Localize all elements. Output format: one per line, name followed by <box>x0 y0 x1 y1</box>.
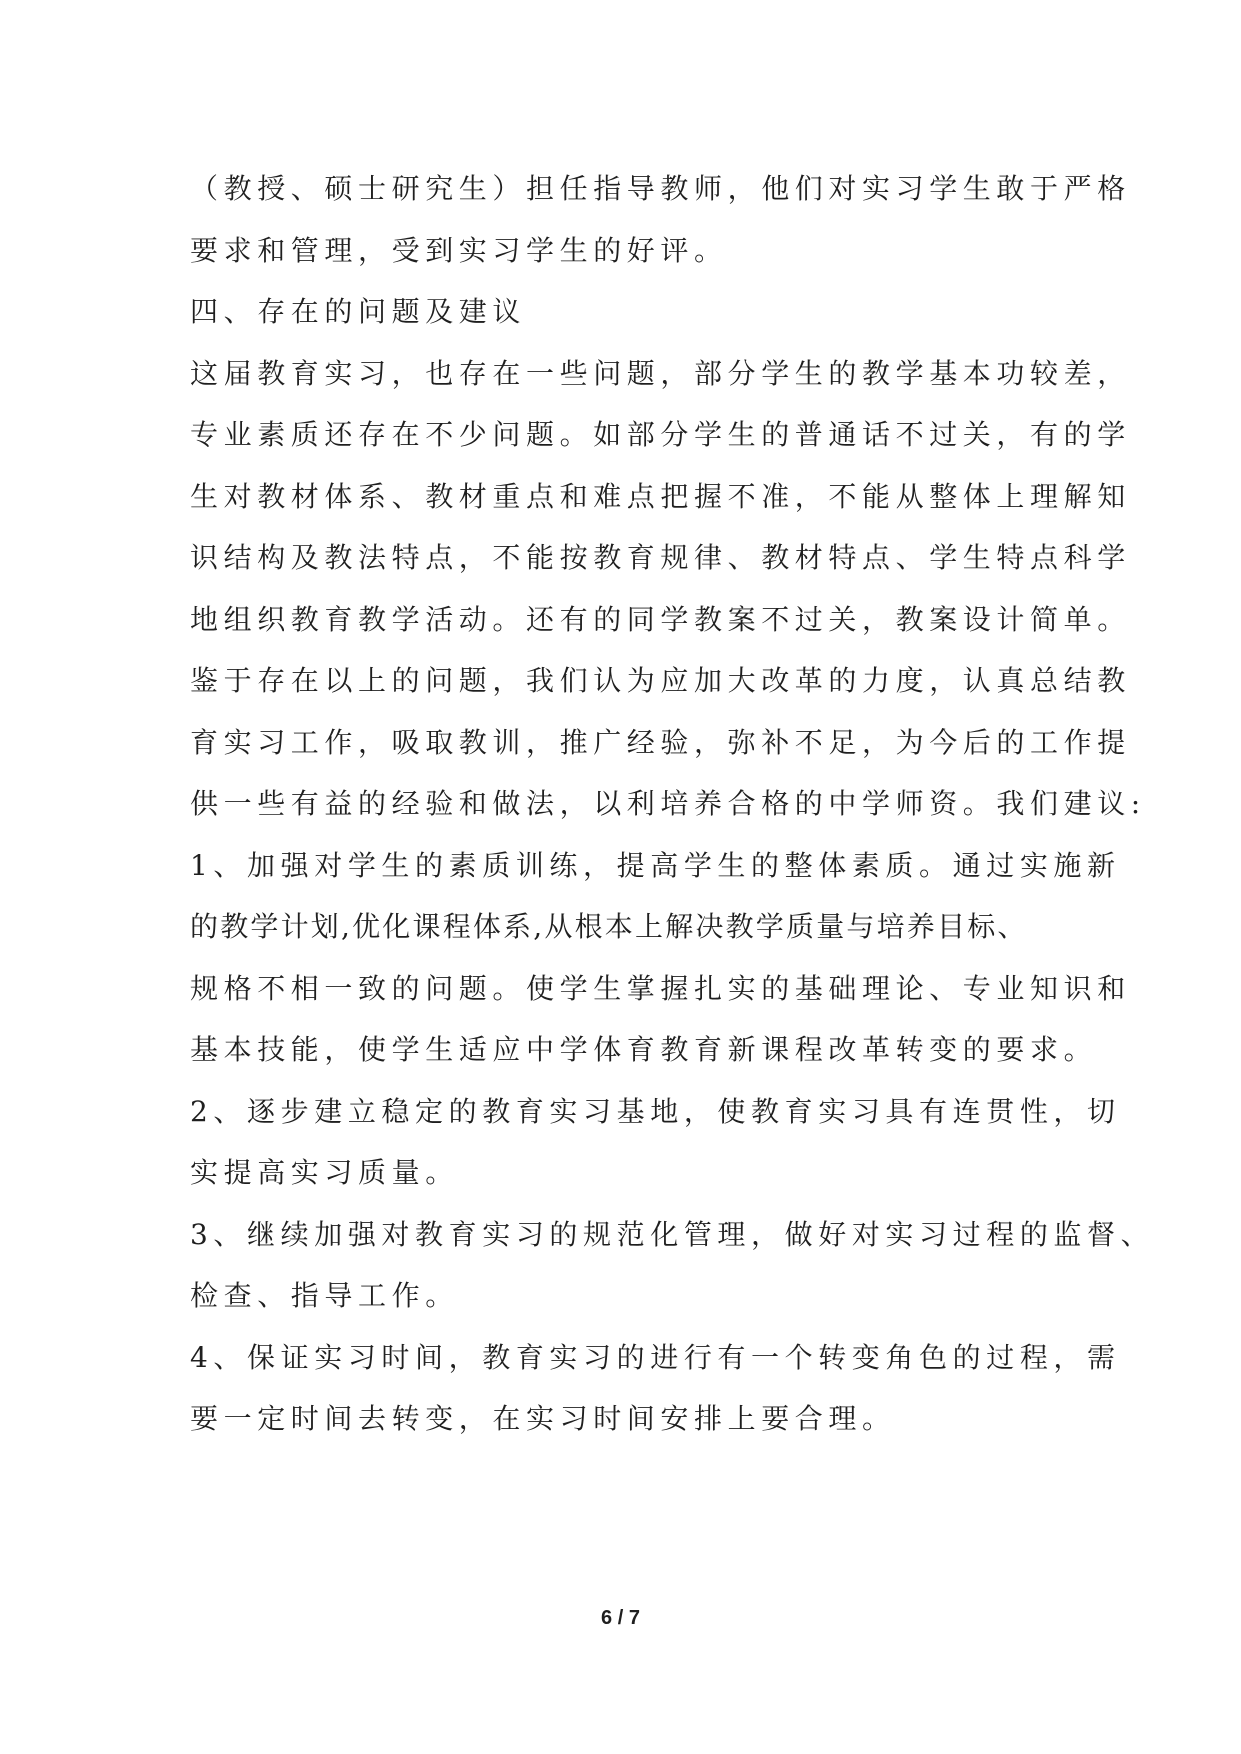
text-line: 基本技能，使学生适应中学体育教育新课程改革转变的要求。 <box>190 1033 1098 1066</box>
text-line: 实提高实习质量。 <box>190 1156 459 1189</box>
text-line: （教授、硕士研究生）担任指导教师，他们对实习学生敢于严格 <box>190 172 1131 205</box>
text-line: 3、继续加强对教育实习的规范化管理，做好对实习过程的监督、 <box>190 1217 1155 1251</box>
text-line: 2、逐步建立稳定的教育实习基地，使教育实习具有连贯性，切 <box>190 1094 1121 1128</box>
text-line: 育实习工作，吸取教训，推广经验，弥补不足，为今后的工作提 <box>190 725 1131 759</box>
text-line: 这届教育实习，也存在一些问题，部分学生的教学基本功较差， <box>190 356 1131 390</box>
text-line: 生对教材体系、教材重点和难点把握不准，不能从整体上理解知 <box>190 479 1131 513</box>
text-line: 识结构及教法特点，不能按教育规律、教材特点、学生特点科学 <box>190 541 1131 574</box>
text-line: 专业素质还存在不少问题。如部分学生的普通话不过关，有的学 <box>190 418 1131 451</box>
text-line: 地组织教育教学活动。还有的同学教案不过关，教案设计简单。 <box>190 602 1131 636</box>
text-line: 规格不相一致的问题。使学生掌握扎实的基础理论、专业知识和 <box>190 971 1131 1005</box>
text-line: 要求和管理，受到实习学生的好评。 <box>190 233 728 267</box>
text-line: 的教学计划,优化课程体系,从根本上解决教学质量与培养目标、 <box>190 910 1028 943</box>
text-line: 鉴于存在以上的问题，我们认为应加大改革的力度，认真总结教 <box>190 664 1131 697</box>
section-heading: 四、存在的问题及建议 <box>190 295 527 328</box>
text-line: 1、加强对学生的素质训练，提高学生的整体素质。通过实施新 <box>190 848 1121 882</box>
text-line: 供一些有益的经验和做法，以利培养合格的中学师资。我们建议: <box>190 787 1146 820</box>
page-number: 6 / 7 <box>601 1607 640 1629</box>
text-line: 检查、指导工作。 <box>190 1279 459 1312</box>
text-line: 4、保证实习时间，教育实习的进行有一个转变角色的过程，需 <box>190 1340 1121 1374</box>
document-body <box>190 158 1155 1450</box>
text-line: 要一定时间去转变，在实习时间安排上要合理。 <box>190 1402 896 1435</box>
